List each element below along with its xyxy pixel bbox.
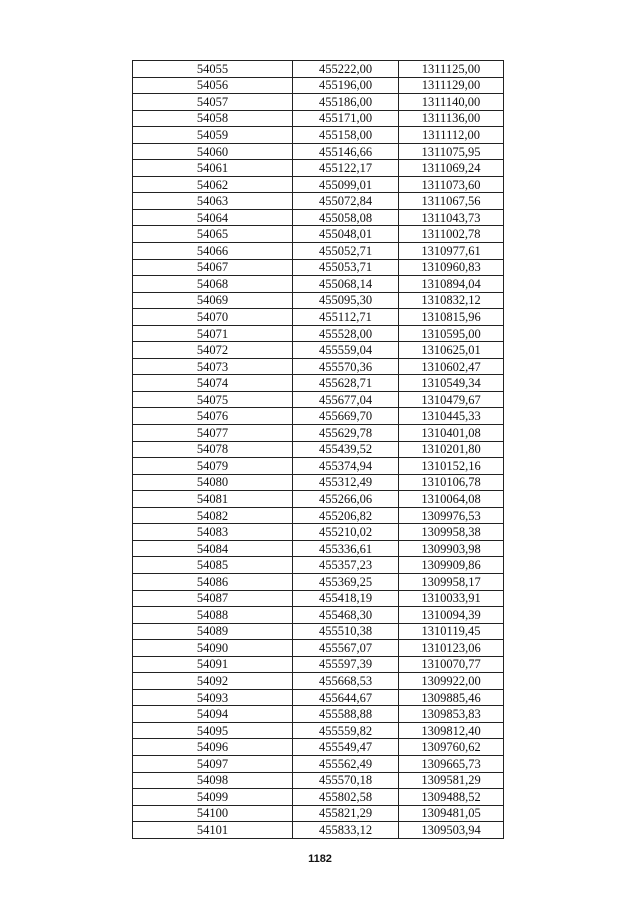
table-row — [133, 226, 504, 243]
table-row — [133, 640, 504, 657]
point-id-cell: 54084 — [133, 540, 293, 557]
point-id-cell: 54095 — [133, 722, 293, 739]
x-coordinate-cell: 455559,82 — [293, 722, 399, 739]
y-coordinate-cell: 1310602,47 — [399, 358, 504, 375]
x-coordinate-cell: 455053,71 — [293, 259, 399, 276]
table-row — [133, 689, 504, 706]
table-row — [133, 441, 504, 458]
x-coordinate-cell: 455439,52 — [293, 441, 399, 458]
x-coordinate-cell: 455802,58 — [293, 789, 399, 806]
point-id-cell: 54055 — [133, 61, 293, 78]
y-coordinate-cell: 1309958,17 — [399, 573, 504, 590]
y-coordinate-cell: 1310549,34 — [399, 375, 504, 392]
y-coordinate-cell: 1311067,56 — [399, 193, 504, 210]
x-coordinate-cell: 455146,66 — [293, 143, 399, 160]
x-coordinate-cell: 455048,01 — [293, 226, 399, 243]
x-coordinate-cell: 455312,49 — [293, 474, 399, 491]
y-coordinate-cell: 1309853,83 — [399, 706, 504, 723]
x-coordinate-cell: 455196,00 — [293, 77, 399, 94]
table-row — [133, 176, 504, 193]
x-coordinate-cell: 455266,06 — [293, 491, 399, 508]
y-coordinate-cell: 1310977,61 — [399, 243, 504, 260]
x-coordinate-cell: 455186,00 — [293, 94, 399, 111]
x-coordinate-cell: 455567,07 — [293, 640, 399, 657]
x-coordinate-cell: 455336,61 — [293, 540, 399, 557]
x-coordinate-cell: 455468,30 — [293, 607, 399, 624]
point-id-cell: 54088 — [133, 607, 293, 624]
y-coordinate-cell: 1309958,38 — [399, 524, 504, 541]
y-coordinate-cell: 1310201,80 — [399, 441, 504, 458]
x-coordinate-cell: 455095,30 — [293, 292, 399, 309]
point-id-cell: 54083 — [133, 524, 293, 541]
x-coordinate-cell: 455072,84 — [293, 193, 399, 210]
x-coordinate-cell: 455570,36 — [293, 358, 399, 375]
table-row — [133, 706, 504, 723]
table-row — [133, 739, 504, 756]
point-id-cell: 54067 — [133, 259, 293, 276]
point-id-cell: 54061 — [133, 160, 293, 177]
table-row — [133, 507, 504, 524]
point-id-cell: 54101 — [133, 822, 293, 839]
x-coordinate-cell: 455068,14 — [293, 276, 399, 293]
point-id-cell: 54074 — [133, 375, 293, 392]
point-id-cell: 54081 — [133, 491, 293, 508]
table-row — [133, 722, 504, 739]
point-id-cell: 54063 — [133, 193, 293, 210]
point-id-cell: 54073 — [133, 358, 293, 375]
y-coordinate-cell: 1310152,16 — [399, 458, 504, 475]
x-coordinate-cell: 455528,00 — [293, 325, 399, 342]
point-id-cell: 54064 — [133, 209, 293, 226]
table-row — [133, 673, 504, 690]
point-id-cell: 54089 — [133, 623, 293, 640]
x-coordinate-cell: 455597,39 — [293, 656, 399, 673]
table-row — [133, 656, 504, 673]
table-row — [133, 491, 504, 508]
y-coordinate-cell: 1309812,40 — [399, 722, 504, 739]
table-row — [133, 358, 504, 375]
point-id-cell: 54085 — [133, 557, 293, 574]
point-id-cell: 54056 — [133, 77, 293, 94]
y-coordinate-cell: 1310832,12 — [399, 292, 504, 309]
table-row — [133, 61, 504, 78]
table-row — [133, 77, 504, 94]
table-row — [133, 474, 504, 491]
point-id-cell: 54082 — [133, 507, 293, 524]
table-row — [133, 160, 504, 177]
point-id-cell: 54093 — [133, 689, 293, 706]
y-coordinate-cell: 1309665,73 — [399, 755, 504, 772]
point-id-cell: 54080 — [133, 474, 293, 491]
table-row — [133, 110, 504, 127]
x-coordinate-cell: 455628,71 — [293, 375, 399, 392]
table-row — [133, 243, 504, 260]
table-row — [133, 524, 504, 541]
table-row — [133, 325, 504, 342]
x-coordinate-cell: 455668,53 — [293, 673, 399, 690]
table-row — [133, 143, 504, 160]
point-id-cell: 54059 — [133, 127, 293, 144]
point-id-cell: 54096 — [133, 739, 293, 756]
table-row — [133, 425, 504, 442]
x-coordinate-cell: 455374,94 — [293, 458, 399, 475]
y-coordinate-cell: 1310123,06 — [399, 640, 504, 657]
y-coordinate-cell: 1310033,91 — [399, 590, 504, 607]
table-row — [133, 822, 504, 839]
x-coordinate-cell: 455588,88 — [293, 706, 399, 723]
y-coordinate-cell: 1311075,95 — [399, 143, 504, 160]
table-row — [133, 755, 504, 772]
y-coordinate-cell: 1309760,62 — [399, 739, 504, 756]
y-coordinate-cell: 1311043,73 — [399, 209, 504, 226]
y-coordinate-cell: 1311140,00 — [399, 94, 504, 111]
table-row — [133, 607, 504, 624]
point-id-cell: 54098 — [133, 772, 293, 789]
y-coordinate-cell: 1311112,00 — [399, 127, 504, 144]
y-coordinate-cell: 1310815,96 — [399, 309, 504, 326]
x-coordinate-cell: 455357,23 — [293, 557, 399, 574]
x-coordinate-cell: 455570,18 — [293, 772, 399, 789]
x-coordinate-cell: 455629,78 — [293, 425, 399, 442]
x-coordinate-cell: 455210,02 — [293, 524, 399, 541]
table-row — [133, 805, 504, 822]
y-coordinate-cell: 1310625,01 — [399, 342, 504, 359]
y-coordinate-cell: 1310106,78 — [399, 474, 504, 491]
y-coordinate-cell: 1311002,78 — [399, 226, 504, 243]
y-coordinate-cell: 1310119,45 — [399, 623, 504, 640]
x-coordinate-cell: 455418,19 — [293, 590, 399, 607]
y-coordinate-cell: 1311136,00 — [399, 110, 504, 127]
x-coordinate-cell: 455562,49 — [293, 755, 399, 772]
point-id-cell: 54099 — [133, 789, 293, 806]
y-coordinate-cell: 1310094,39 — [399, 607, 504, 624]
y-coordinate-cell: 1311073,60 — [399, 176, 504, 193]
table-row — [133, 127, 504, 144]
point-id-cell: 54065 — [133, 226, 293, 243]
y-coordinate-cell: 1310894,04 — [399, 276, 504, 293]
y-coordinate-cell: 1311125,00 — [399, 61, 504, 78]
point-id-cell: 54057 — [133, 94, 293, 111]
table-row — [133, 391, 504, 408]
point-id-cell: 54068 — [133, 276, 293, 293]
y-coordinate-cell: 1311129,00 — [399, 77, 504, 94]
y-coordinate-cell: 1310479,67 — [399, 391, 504, 408]
y-coordinate-cell: 1309922,00 — [399, 673, 504, 690]
table-row — [133, 375, 504, 392]
table-row — [133, 209, 504, 226]
x-coordinate-cell: 455158,00 — [293, 127, 399, 144]
point-id-cell: 54062 — [133, 176, 293, 193]
page-number: 1182 — [308, 853, 332, 865]
point-id-cell: 54092 — [133, 673, 293, 690]
y-coordinate-cell: 1310445,33 — [399, 408, 504, 425]
y-coordinate-cell: 1310960,83 — [399, 259, 504, 276]
table-row — [133, 342, 504, 359]
point-id-cell: 54086 — [133, 573, 293, 590]
y-coordinate-cell: 1310401,08 — [399, 425, 504, 442]
point-id-cell: 54078 — [133, 441, 293, 458]
x-coordinate-cell: 455206,82 — [293, 507, 399, 524]
x-coordinate-cell: 455058,08 — [293, 209, 399, 226]
x-coordinate-cell: 455559,04 — [293, 342, 399, 359]
table-row — [133, 408, 504, 425]
x-coordinate-cell: 455549,47 — [293, 739, 399, 756]
y-coordinate-cell: 1309885,46 — [399, 689, 504, 706]
x-coordinate-cell: 455112,71 — [293, 309, 399, 326]
y-coordinate-cell: 1309903,98 — [399, 540, 504, 557]
point-id-cell: 54097 — [133, 755, 293, 772]
y-coordinate-cell: 1310064,08 — [399, 491, 504, 508]
table-row — [133, 458, 504, 475]
coordinates-table-body — [133, 61, 504, 839]
x-coordinate-cell: 455122,17 — [293, 160, 399, 177]
x-coordinate-cell: 455677,04 — [293, 391, 399, 408]
point-id-cell: 54071 — [133, 325, 293, 342]
x-coordinate-cell: 455821,29 — [293, 805, 399, 822]
point-id-cell: 54070 — [133, 309, 293, 326]
y-coordinate-cell: 1309581,29 — [399, 772, 504, 789]
y-coordinate-cell: 1311069,24 — [399, 160, 504, 177]
table-row — [133, 540, 504, 557]
point-id-cell: 54076 — [133, 408, 293, 425]
point-id-cell: 54090 — [133, 640, 293, 657]
table-row — [133, 259, 504, 276]
x-coordinate-cell: 455099,01 — [293, 176, 399, 193]
table-row — [133, 557, 504, 574]
y-coordinate-cell: 1309503,94 — [399, 822, 504, 839]
y-coordinate-cell: 1309488,52 — [399, 789, 504, 806]
y-coordinate-cell: 1310595,00 — [399, 325, 504, 342]
y-coordinate-cell: 1309909,86 — [399, 557, 504, 574]
y-coordinate-cell: 1309481,05 — [399, 805, 504, 822]
point-id-cell: 54058 — [133, 110, 293, 127]
table-row — [133, 193, 504, 210]
table-row — [133, 94, 504, 111]
x-coordinate-cell: 455669,70 — [293, 408, 399, 425]
point-id-cell: 54077 — [133, 425, 293, 442]
table-row — [133, 292, 504, 309]
table-row — [133, 573, 504, 590]
x-coordinate-cell: 455052,71 — [293, 243, 399, 260]
x-coordinate-cell: 455510,38 — [293, 623, 399, 640]
table-row — [133, 789, 504, 806]
point-id-cell: 54075 — [133, 391, 293, 408]
table-row — [133, 772, 504, 789]
y-coordinate-cell: 1309976,53 — [399, 507, 504, 524]
x-coordinate-cell: 455171,00 — [293, 110, 399, 127]
point-id-cell: 54072 — [133, 342, 293, 359]
point-id-cell: 54087 — [133, 590, 293, 607]
x-coordinate-cell: 455833,12 — [293, 822, 399, 839]
table-row — [133, 276, 504, 293]
table-row — [133, 623, 504, 640]
point-id-cell: 54060 — [133, 143, 293, 160]
point-id-cell: 54094 — [133, 706, 293, 723]
y-coordinate-cell: 1310070,77 — [399, 656, 504, 673]
x-coordinate-cell: 455644,67 — [293, 689, 399, 706]
table-row — [133, 590, 504, 607]
point-id-cell: 54066 — [133, 243, 293, 260]
coordinates-table — [132, 60, 504, 839]
point-id-cell: 54100 — [133, 805, 293, 822]
point-id-cell: 54069 — [133, 292, 293, 309]
x-coordinate-cell: 455222,00 — [293, 61, 399, 78]
table-row — [133, 309, 504, 326]
x-coordinate-cell: 455369,25 — [293, 573, 399, 590]
point-id-cell: 54091 — [133, 656, 293, 673]
point-id-cell: 54079 — [133, 458, 293, 475]
